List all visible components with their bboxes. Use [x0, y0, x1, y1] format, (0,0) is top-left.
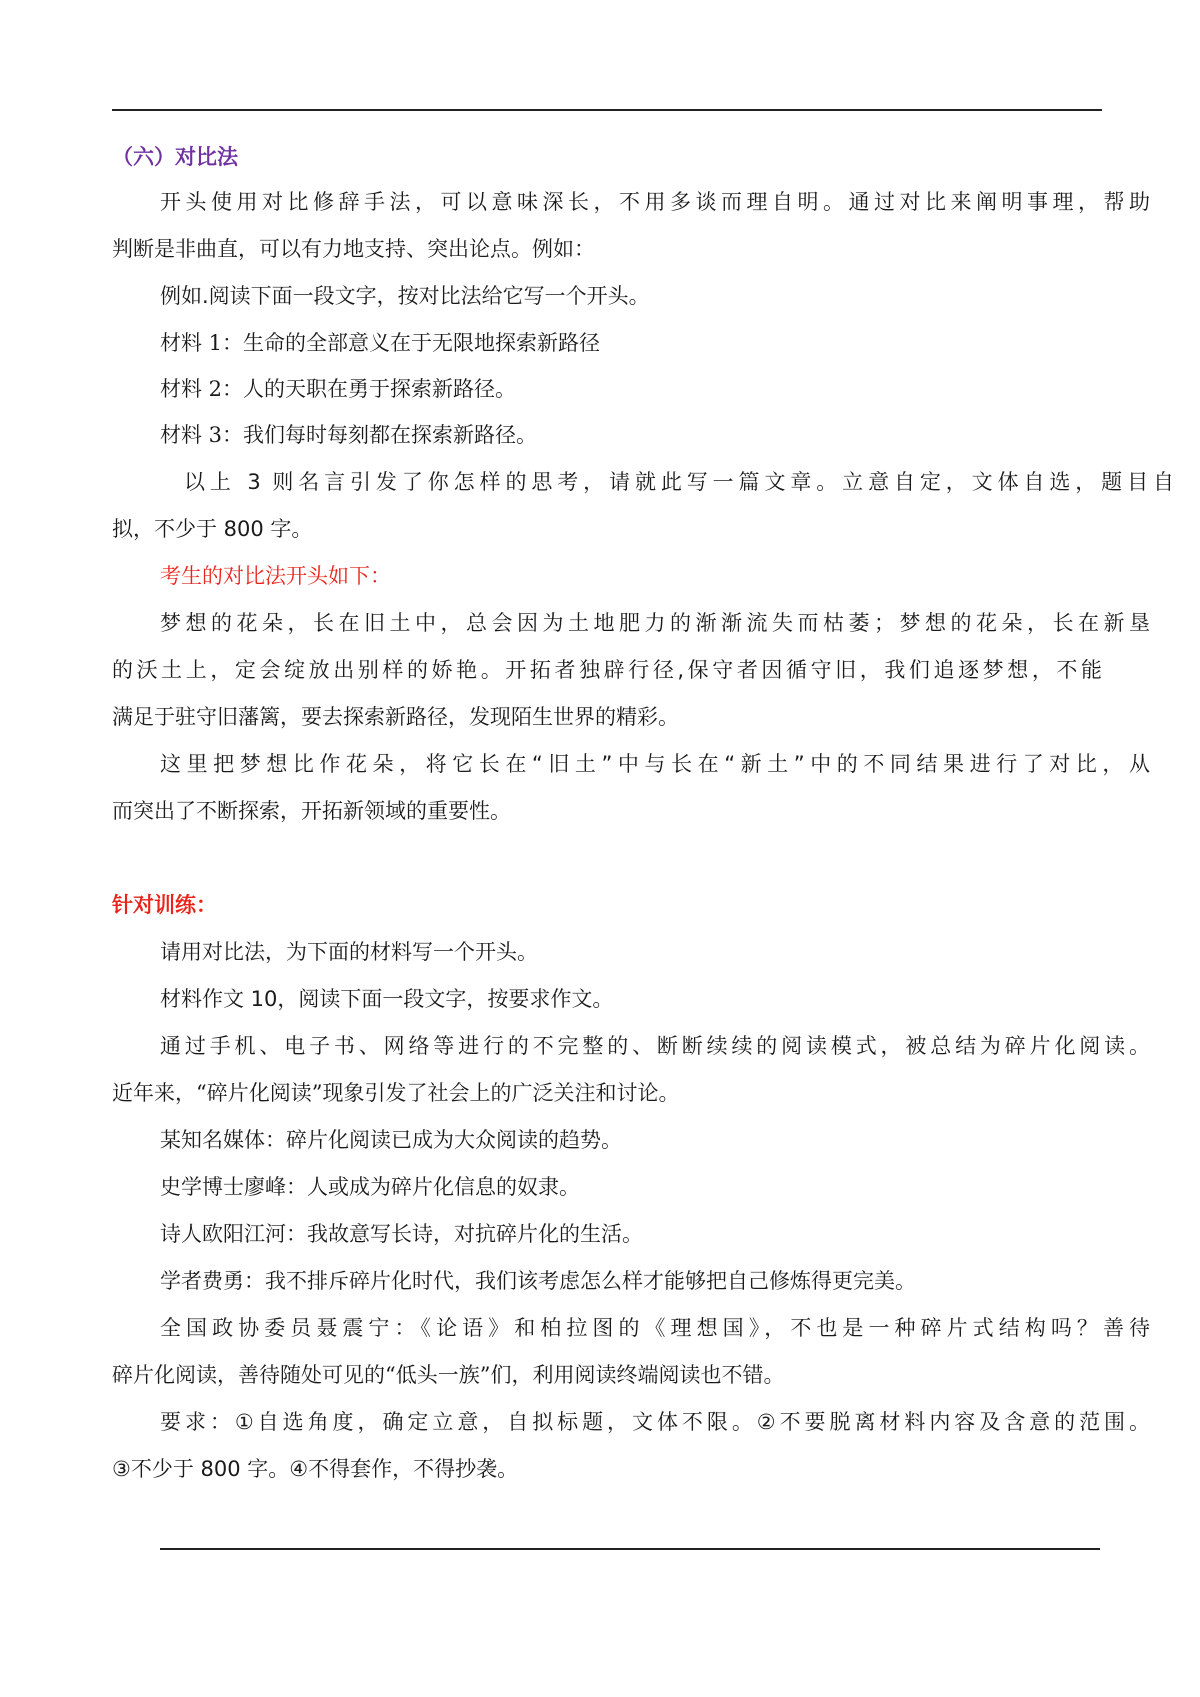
quote-poet: 诗人欧阳江河：我故意写长诗，对抗碎片化的生活。: [160, 1222, 643, 1246]
intro-line-2: 判断是非曲直，可以有力地支持、突出论点。例如：: [112, 237, 595, 261]
student-label: 考生的对比法开头如下：: [160, 564, 391, 588]
member-line-1: 全国政协委员聂震宁：《论语》和柏拉图的《理想国》，不也是一种碎片式结构吗？善待: [160, 1316, 1150, 1340]
student-text-line-2: 的沃土上，定会绽放出别样的娇艳。开拓者独辟行径,保守者因循守旧，我们追逐梦想，不能: [112, 658, 1102, 682]
quote-historian: 史学博士廖峰：人或成为碎片化信息的奴隶。: [160, 1175, 580, 1199]
material-2: 材料 2：人的天职在勇于探索新路径。: [160, 377, 517, 401]
requirements-line-1: 要求：①自选角度，确定立意，自拟标题，文体不限。②不要脱离材料内容及含意的范围。: [160, 1410, 1150, 1434]
training-material-title: 材料作文 10，阅读下面一段文字，按要求作文。: [160, 987, 614, 1011]
member-line-2: 碎片化阅读，善待随处可见的“低头一族”们，利用阅读终端阅读也不错。: [112, 1363, 785, 1387]
student-text-line-1: 梦想的花朵，长在旧土中，总会因为土地肥力的渐渐流失而枯萎；梦想的花朵，长在新垦: [160, 611, 1150, 635]
requirements-line-2: ③不少于 800 字。④不得套作，不得抄袭。: [112, 1457, 519, 1481]
material-1: 材料 1：生命的全部意义在于无限地探索新路径: [160, 331, 601, 355]
student-text-line-3: 满足于驻守旧藩篱，要去探索新路径，发现陌生世界的精彩。: [112, 705, 679, 729]
example-prompt: 例如.阅读下面一段文字，按对比法给它写一个开头。: [160, 284, 650, 308]
passage-line-1: 通过手机、电子书、网络等进行的不完整的、断断续续的阅读模式，被总结为碎片化阅读。: [160, 1034, 1150, 1058]
passage-line-2: 近年来，“碎片化阅读”现象引发了社会上的广泛关注和讨论。: [112, 1081, 680, 1105]
quote-scholar: 学者费勇：我不排斥碎片化时代，我们该考虑怎么样才能够把自己修炼得更完美。: [160, 1269, 916, 1293]
header-rule: [112, 109, 1102, 111]
analysis-line-2: 而突出了不断探索，开拓新领域的重要性。: [112, 799, 511, 823]
training-instruction: 请用对比法，为下面的材料写一个开头。: [160, 940, 538, 964]
intro-line-1: 开头使用对比修辞手法，可以意味深长，不用多谈而理自明。通过对比来阐明事理，帮助: [160, 190, 1150, 214]
task-line-2: 拟，不少于 800 字。: [112, 517, 313, 541]
analysis-line-1: 这里把梦想比作花朵，将它长在“旧土”中与长在“新土”中的不同结果进行了对比，从: [160, 752, 1150, 776]
section-heading: （六）对比法: [112, 145, 238, 169]
task-line-1: 以上 3 则名言引发了你怎样的思考，请就此写一篇文章。立意自定，文体自选，题目自: [184, 470, 1174, 494]
footer-rule: [160, 1548, 1100, 1550]
training-heading: 针对训练：: [112, 893, 217, 917]
material-3: 材料 3：我们每时每刻都在探索新路径。: [160, 423, 538, 447]
quote-media: 某知名媒体：碎片化阅读已成为大众阅读的趋势。: [160, 1128, 622, 1152]
